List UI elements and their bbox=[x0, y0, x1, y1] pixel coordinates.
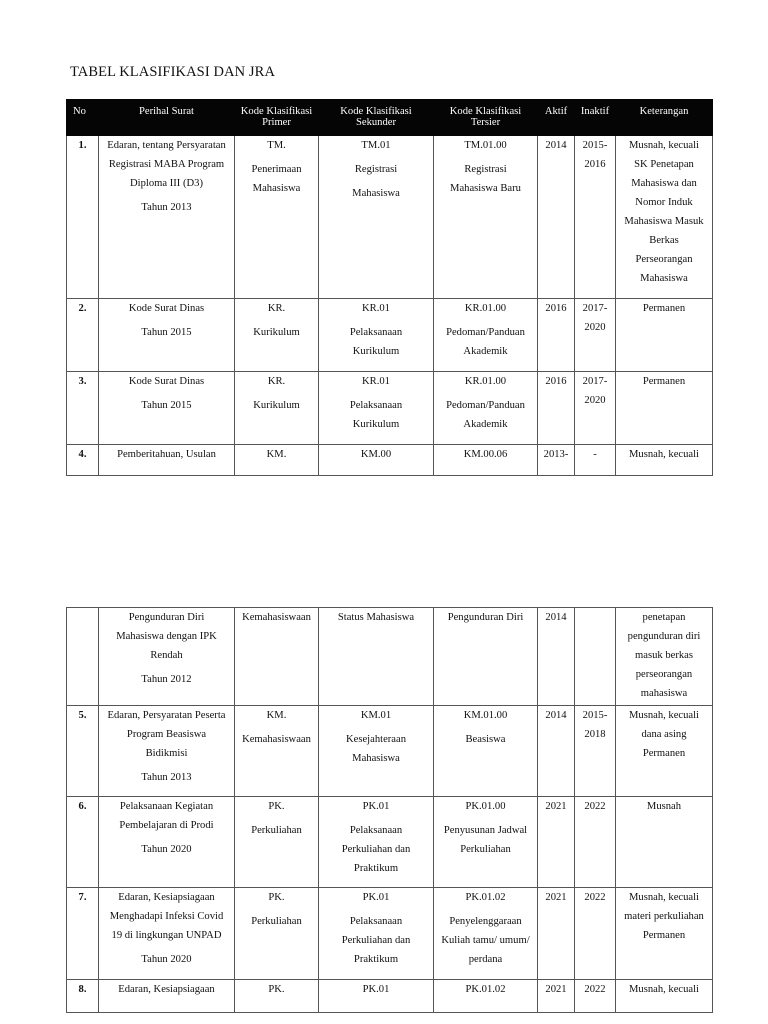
kode-primer-cell-line: PK. bbox=[268, 892, 285, 903]
kode-primer-cell-line: Kurikulum bbox=[253, 327, 300, 338]
kode-sekunder-cell-line: Pelaksanaan bbox=[349, 327, 403, 338]
kode-primer-cell-line: Kemahasiswaan bbox=[242, 734, 311, 745]
table-row bbox=[67, 797, 713, 888]
kode-tersier-cell-line: Akademik bbox=[463, 346, 508, 357]
kode-tersier-cell-line: PK.01.02 bbox=[465, 984, 506, 995]
kode-primer-cell bbox=[235, 372, 319, 445]
kode-primer-cell bbox=[235, 706, 319, 797]
kode-tersier-cell bbox=[434, 445, 538, 476]
kode-sekunder-cell-line: Kurikulum bbox=[352, 419, 400, 430]
kode-primer-cell-line: Kemahasiswaan bbox=[242, 612, 311, 623]
inaktif-cell bbox=[575, 608, 616, 706]
table-header-row bbox=[67, 100, 713, 136]
header-perihal: Perihal Surat bbox=[99, 100, 235, 136]
kode-sekunder-cell-line: Pelaksanaan bbox=[349, 916, 403, 927]
kode-primer-cell bbox=[235, 136, 319, 299]
table-row bbox=[67, 608, 713, 706]
kode-sekunder-cell-line: KR.01 bbox=[362, 303, 390, 314]
keterangan-cell-line: Musnah, kecuali bbox=[628, 449, 700, 460]
perihal-surat-cell-line: Rendah bbox=[150, 650, 183, 661]
kode-tersier-cell bbox=[434, 299, 538, 372]
inaktif-cell-line: 2020 bbox=[584, 395, 606, 406]
perihal-surat-cell-line: Menghadapi Infeksi Covid bbox=[109, 911, 224, 922]
kode-sekunder-cell bbox=[319, 299, 434, 372]
kode-sekunder-cell-line: Kesejahteraan bbox=[346, 734, 406, 745]
header-keterangan: Keterangan bbox=[616, 100, 713, 136]
kode-tersier-cell-line: PK.01.02 bbox=[465, 892, 506, 903]
keterangan-cell-line: Permanen bbox=[642, 930, 686, 941]
kode-primer-cell-line: KR. bbox=[267, 303, 286, 314]
perihal-surat-cell-line: Tahun 2012 bbox=[141, 674, 192, 685]
row-number: 6. bbox=[67, 797, 99, 888]
kode-sekunder-cell-line: Praktikum bbox=[353, 863, 399, 874]
kode-primer-cell-line: KR. bbox=[267, 376, 286, 387]
keterangan-cell-line: Mahasiswa Masuk bbox=[624, 216, 704, 227]
kode-tersier-cell-line: Pedoman/Panduan bbox=[446, 400, 525, 411]
kode-primer-cell-line: PK. bbox=[268, 801, 285, 812]
inaktif-cell-line: 2015- bbox=[582, 140, 608, 151]
keterangan-cell-line: dana asing bbox=[641, 729, 687, 740]
kode-primer-cell-line: KM. bbox=[266, 710, 287, 721]
kode-sekunder-cell-line: KM.01 bbox=[360, 710, 392, 721]
inaktif-cell-line: 2016 bbox=[584, 159, 606, 170]
kode-tersier-cell-line: TM.01.00 bbox=[464, 140, 507, 151]
row-number: 7. bbox=[67, 888, 99, 980]
keterangan-cell-line: Nomor Induk bbox=[635, 197, 693, 208]
kode-sekunder-cell bbox=[319, 445, 434, 476]
kode-tersier-cell-line: KR.01.00 bbox=[464, 303, 507, 314]
perihal-surat-cell-line: Tahun 2020 bbox=[141, 954, 192, 965]
keterangan-cell bbox=[616, 299, 713, 372]
row-number bbox=[67, 608, 99, 706]
kode-tersier-cell bbox=[434, 980, 538, 1013]
keterangan-cell-line: Mahasiswa dan bbox=[631, 178, 697, 189]
kode-sekunder-cell-line: Pelaksanaan bbox=[349, 825, 403, 836]
keterangan-cell-line: Perseorangan bbox=[635, 254, 693, 265]
kode-sekunder-cell-line: Perkuliahan dan bbox=[341, 844, 411, 855]
aktif-cell: 2016 bbox=[538, 372, 575, 445]
table-row bbox=[67, 706, 713, 797]
kode-tersier-cell bbox=[434, 608, 538, 706]
perihal-surat-cell bbox=[99, 888, 235, 980]
inaktif-cell-line: 2018 bbox=[584, 729, 606, 740]
inaktif-cell-line: 2022 bbox=[584, 984, 606, 995]
perihal-surat-cell-line: Pemberitahuan, Usulan bbox=[117, 449, 216, 460]
keterangan-cell-line: pengunduran diri bbox=[627, 631, 701, 642]
kode-tersier-cell-line: Registrasi bbox=[464, 164, 507, 175]
row-number: 3. bbox=[67, 372, 99, 445]
kode-sekunder-cell-line: Registrasi bbox=[354, 164, 398, 175]
kode-primer-cell bbox=[235, 980, 319, 1013]
kode-primer-cell-line: TM. bbox=[267, 140, 286, 151]
kode-tersier-cell-line: Penyelenggaraan bbox=[449, 916, 522, 927]
keterangan-cell-line: materi perkuliahan bbox=[624, 911, 704, 922]
keterangan-cell bbox=[616, 888, 713, 980]
perihal-surat-cell-line: Pembelajaran di Prodi bbox=[119, 820, 214, 831]
header-aktif: Aktif bbox=[538, 100, 575, 136]
kode-tersier-cell-line: Penyusunan Jadwal bbox=[443, 825, 528, 836]
keterangan-cell-line: mahasiswa bbox=[640, 688, 688, 699]
aktif-cell: 2014 bbox=[538, 608, 575, 706]
inaktif-cell-line: 2015- bbox=[582, 710, 608, 721]
kode-sekunder-cell-line: KR.01 bbox=[362, 376, 390, 387]
kode-sekunder-cell bbox=[319, 608, 434, 706]
keterangan-cell bbox=[616, 372, 713, 445]
perihal-surat-cell bbox=[99, 706, 235, 797]
inaktif-cell bbox=[575, 706, 616, 797]
table-row bbox=[67, 445, 713, 476]
table-row bbox=[67, 372, 713, 445]
perihal-surat-cell-line: Program Beasiswa bbox=[126, 729, 207, 740]
kode-tersier-cell-line: PK.01.00 bbox=[465, 801, 506, 812]
table-row bbox=[67, 136, 713, 299]
keterangan-cell-line: Permanen bbox=[642, 748, 686, 759]
keterangan-cell-line: SK Penetapan bbox=[634, 159, 694, 170]
inaktif-cell bbox=[575, 445, 616, 476]
kode-tersier-cell-line: KM.00.06 bbox=[463, 449, 508, 460]
keterangan-cell-line: Mahasiswa bbox=[640, 273, 688, 284]
keterangan-cell-line: masuk berkas bbox=[635, 650, 693, 661]
keterangan-cell-line: penetapan bbox=[642, 612, 686, 623]
keterangan-cell-line: Musnah, kecuali bbox=[628, 140, 700, 151]
perihal-surat-cell bbox=[99, 797, 235, 888]
perihal-surat-cell-line: Edaran, Persyaratan Peserta bbox=[107, 710, 226, 721]
kode-primer-cell-line: PK. bbox=[268, 984, 285, 995]
inaktif-cell bbox=[575, 299, 616, 372]
inaktif-cell bbox=[575, 980, 616, 1013]
classification-table-page-1 bbox=[66, 99, 713, 476]
keterangan-cell-line: Musnah, kecuali bbox=[628, 710, 700, 721]
inaktif-cell-line: 2022 bbox=[584, 892, 606, 903]
perihal-surat-cell-line: Tahun 2013 bbox=[141, 202, 192, 213]
kode-sekunder-cell bbox=[319, 706, 434, 797]
perihal-surat-cell-line: Bidikmisi bbox=[145, 748, 188, 759]
perihal-surat-cell-line: 19 di lingkungan UNPAD bbox=[111, 930, 222, 941]
perihal-surat-cell-line: Kode Surat Dinas bbox=[128, 303, 205, 314]
kode-sekunder-cell-line: Praktikum bbox=[353, 954, 399, 965]
kode-primer-cell bbox=[235, 299, 319, 372]
perihal-surat-cell bbox=[99, 136, 235, 299]
kode-sekunder-cell bbox=[319, 888, 434, 980]
aktif-cell: 2014 bbox=[538, 136, 575, 299]
inaktif-cell-line: 2020 bbox=[584, 322, 606, 333]
perihal-surat-cell-line: Tahun 2013 bbox=[141, 772, 192, 783]
perihal-surat-cell-line: Tahun 2015 bbox=[141, 400, 192, 411]
perihal-surat-cell-line: Tahun 2020 bbox=[141, 844, 192, 855]
perihal-surat-cell bbox=[99, 299, 235, 372]
keterangan-cell-line: Berkas bbox=[649, 235, 679, 246]
kode-primer-cell bbox=[235, 797, 319, 888]
kode-sekunder-cell-line: Mahasiswa bbox=[352, 753, 400, 764]
aktif-cell: 2014 bbox=[538, 706, 575, 797]
perihal-surat-cell-line: Edaran, tentang Persyaratan bbox=[107, 140, 226, 151]
keterangan-cell-line: Permanen bbox=[642, 303, 686, 314]
kode-tersier-cell-line: perdana bbox=[468, 954, 503, 965]
keterangan-cell bbox=[616, 136, 713, 299]
perihal-surat-cell-line: Pengunduran Diri bbox=[128, 612, 205, 623]
aktif-cell: 2013- bbox=[538, 445, 575, 476]
perihal-surat-cell bbox=[99, 372, 235, 445]
kode-primer-cell-line: KM. bbox=[266, 449, 287, 460]
keterangan-cell-line: Musnah bbox=[646, 801, 682, 812]
keterangan-cell-line: perseorangan bbox=[635, 669, 693, 680]
inaktif-cell bbox=[575, 888, 616, 980]
kode-sekunder-cell bbox=[319, 372, 434, 445]
kode-tersier-cell-line: Beasiswa bbox=[465, 734, 506, 745]
aktif-cell: 2021 bbox=[538, 888, 575, 980]
kode-sekunder-cell-line: PK.01 bbox=[362, 892, 390, 903]
kode-tersier-cell-line: Pedoman/Panduan bbox=[446, 327, 525, 338]
kode-primer-cell-line: Penerimaan bbox=[251, 164, 302, 175]
kode-tersier-cell-line: KM.01.00 bbox=[463, 710, 508, 721]
perihal-surat-cell-line: Pelaksanaan Kegiatan bbox=[119, 801, 214, 812]
kode-tersier-cell bbox=[434, 706, 538, 797]
kode-sekunder-cell bbox=[319, 980, 434, 1013]
perihal-surat-cell bbox=[99, 980, 235, 1013]
header-kode-tersier: Kode Klasifikasi Tersier bbox=[434, 100, 538, 136]
kode-sekunder-cell-line: Kurikulum bbox=[352, 346, 400, 357]
kode-sekunder-cell-line: Status Mahasiswa bbox=[337, 612, 415, 623]
kode-sekunder-cell bbox=[319, 797, 434, 888]
perihal-surat-cell bbox=[99, 445, 235, 476]
kode-tersier-cell bbox=[434, 136, 538, 299]
kode-sekunder-cell-line: TM.01 bbox=[361, 140, 391, 151]
kode-sekunder-cell-line: Mahasiswa bbox=[352, 188, 400, 199]
table-row bbox=[67, 980, 713, 1013]
kode-primer-cell-line: Mahasiswa bbox=[252, 183, 301, 194]
row-number: 2. bbox=[67, 299, 99, 372]
perihal-surat-cell-line: Diploma III (D3) bbox=[130, 178, 203, 189]
inaktif-cell-line: - bbox=[593, 449, 597, 460]
perihal-surat-cell bbox=[99, 608, 235, 706]
perihal-surat-cell-line: Edaran, Kesiapsiagaan bbox=[118, 892, 215, 903]
kode-sekunder-cell-line: PK.01 bbox=[362, 801, 390, 812]
inaktif-cell bbox=[575, 136, 616, 299]
kode-primer-cell bbox=[235, 445, 319, 476]
document-title: TABEL KLASIFIKASI DAN JRA bbox=[70, 64, 276, 80]
kode-sekunder-cell-line: Pelaksanaan bbox=[349, 400, 403, 411]
inaktif-cell-line: 2017- bbox=[582, 303, 608, 314]
aktif-cell: 2016 bbox=[538, 299, 575, 372]
kode-tersier-cell bbox=[434, 888, 538, 980]
inaktif-cell bbox=[575, 372, 616, 445]
table-row bbox=[67, 888, 713, 980]
kode-tersier-cell-line: Akademik bbox=[463, 419, 508, 430]
kode-tersier-cell-line: Pengunduran Diri bbox=[447, 612, 524, 623]
keterangan-cell bbox=[616, 706, 713, 797]
keterangan-cell bbox=[616, 445, 713, 476]
keterangan-cell-line: Musnah, kecuali bbox=[628, 892, 700, 903]
keterangan-cell-line: Musnah, kecuali bbox=[628, 984, 700, 995]
header-inaktif: Inaktif bbox=[575, 100, 616, 136]
kode-tersier-cell-line: Kuliah tamu/ umum/ bbox=[441, 935, 530, 946]
kode-primer-cell bbox=[235, 888, 319, 980]
kode-primer-cell bbox=[235, 608, 319, 706]
kode-tersier-cell-line: KR.01.00 bbox=[464, 376, 507, 387]
keterangan-cell bbox=[616, 608, 713, 706]
kode-sekunder-cell-line: KM.00 bbox=[360, 449, 392, 460]
keterangan-cell bbox=[616, 980, 713, 1013]
row-number: 8. bbox=[67, 980, 99, 1013]
keterangan-cell-line: Permanen bbox=[642, 376, 686, 387]
kode-sekunder-cell-line: Perkuliahan dan bbox=[341, 935, 411, 946]
perihal-surat-cell-line: Edaran, Kesiapsiagaan bbox=[118, 984, 215, 995]
kode-primer-cell-line: Kurikulum bbox=[253, 400, 300, 411]
kode-sekunder-cell-line: PK.01 bbox=[362, 984, 390, 995]
perihal-surat-cell-line: Tahun 2015 bbox=[141, 327, 192, 338]
perihal-surat-cell-line: Kode Surat Dinas bbox=[128, 376, 205, 387]
row-number: 4. bbox=[67, 445, 99, 476]
kode-tersier-cell-line: Mahasiswa Baru bbox=[450, 183, 521, 194]
row-number: 1. bbox=[67, 136, 99, 299]
aktif-cell: 2021 bbox=[538, 797, 575, 888]
row-number: 5. bbox=[67, 706, 99, 797]
inaktif-cell bbox=[575, 797, 616, 888]
kode-primer-cell-line: Perkuliahan bbox=[251, 916, 302, 927]
inaktif-cell-line: 2022 bbox=[584, 801, 606, 812]
perihal-surat-cell-line: Registrasi MABA Program bbox=[108, 159, 225, 170]
kode-sekunder-cell bbox=[319, 136, 434, 299]
table-row bbox=[67, 299, 713, 372]
kode-primer-cell-line: Perkuliahan bbox=[251, 825, 302, 836]
kode-tersier-cell-line: Perkuliahan bbox=[460, 844, 511, 855]
header-no: No bbox=[67, 100, 99, 136]
perihal-surat-cell-line: Mahasiswa dengan IPK bbox=[116, 631, 217, 642]
classification-table-page-2 bbox=[66, 607, 713, 1013]
kode-tersier-cell bbox=[434, 372, 538, 445]
header-kode-primer: Kode Klasifikasi Primer bbox=[235, 100, 319, 136]
aktif-cell: 2021 bbox=[538, 980, 575, 1013]
kode-tersier-cell bbox=[434, 797, 538, 888]
header-kode-sekunder: Kode Klasifikasi Sekunder bbox=[319, 100, 434, 136]
keterangan-cell bbox=[616, 797, 713, 888]
inaktif-cell-line: 2017- bbox=[582, 376, 608, 387]
